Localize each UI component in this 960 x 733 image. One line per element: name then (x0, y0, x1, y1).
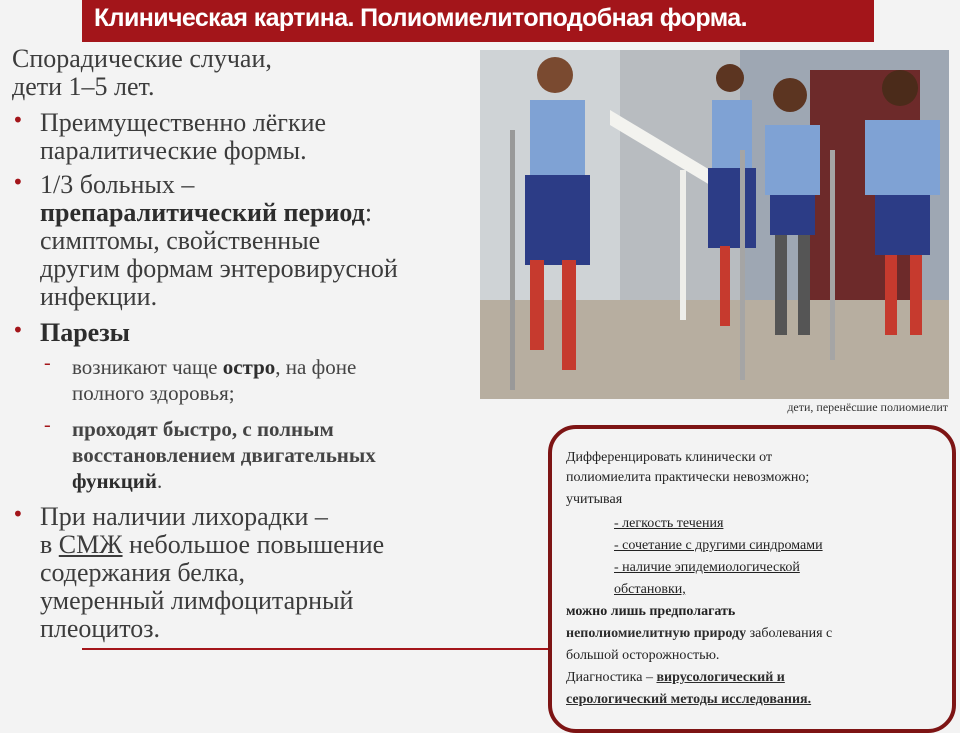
bullet3-label (40, 320, 130, 346)
differential-note-box (548, 425, 956, 733)
bullet4-line-2 (40, 532, 384, 558)
note-item-3b: обстановки, (614, 582, 686, 597)
bullet-marker: • (12, 108, 24, 132)
note-diagnostics (566, 669, 785, 687)
sub2-line-2: восстановлением двигательных (72, 443, 376, 467)
sub1-line-2: полного здоровья; (72, 381, 235, 405)
underlined-term: серологический методы исследования. (566, 692, 812, 707)
bullet4-line-5: плеоцитоз. (40, 614, 161, 643)
bold-term: препаралитический период (40, 198, 365, 227)
bullet-marker: • (12, 502, 24, 526)
sub2-line-1: проходят быстро, с полным (72, 417, 334, 441)
note-item-1: - легкость течения (614, 516, 724, 531)
bullet1-line-1: Преимущественно лёгкие (40, 108, 327, 137)
bold-term: функций (72, 469, 158, 493)
intro-line-1: Спорадические случаи, (12, 44, 272, 73)
sub2-line-3 (72, 468, 162, 494)
punct: . (157, 469, 163, 493)
photo-illustration (480, 50, 949, 399)
note-item-2: - сочетание с другими синдромами (614, 538, 823, 553)
bullet2-line-4: другим формам энтеровирусной (40, 254, 398, 283)
bold-term: Парезы (40, 318, 130, 347)
note-line-4: большой осторожностью. (566, 648, 720, 663)
bold-term: неполиомиелитную природу (566, 626, 747, 641)
children-photo (480, 50, 949, 399)
underlined-term: вирусологический и (656, 670, 785, 685)
note-line-1: Дифференцировать клинически от (566, 450, 773, 465)
bold-term: остро (222, 355, 276, 379)
bullet-marker: • (12, 170, 24, 194)
slide-title: Клиническая картина. Полиомиелитоподобная форма. (94, 4, 747, 32)
bullet4-line-4: умеренный лимфоцитарный (40, 586, 354, 615)
bullet2-line-2 (40, 200, 372, 226)
intro-line-2: дети 1–5 лет. (12, 72, 155, 101)
title-bar (82, 0, 874, 42)
bullet4-line-1: При наличии лихорадки – (40, 502, 328, 531)
dash-marker: - (44, 414, 51, 436)
note-bold-2 (566, 625, 832, 643)
text: , на фоне (275, 355, 357, 379)
note-item-3a: - наличие эпидемиологической (614, 560, 800, 575)
note-bold-1: можно лишь предполагать (566, 604, 736, 619)
text: небольшое повышение (122, 530, 385, 559)
dash-marker: - (44, 352, 51, 374)
photo-caption: дети, перенёсшие полиомиелит (787, 400, 948, 414)
bullet2-line-3: симптомы, свойственные (40, 226, 321, 255)
note-diagnostics-2 (566, 691, 811, 709)
bullet-marker: • (12, 318, 24, 342)
punct: : (364, 198, 373, 227)
underlined-term: СМЖ (58, 530, 123, 559)
text: в (40, 530, 59, 559)
bullet1-line-2: паралитические формы. (40, 136, 307, 165)
text: заболевания с (746, 626, 833, 641)
text: Диагностика – (566, 670, 657, 685)
note-line-2: полиомиелита практически невозможно; (566, 470, 810, 485)
note-line-3: учитывая (566, 492, 623, 507)
bullet4-line-3: содержания белка, (40, 558, 246, 587)
bullet2-line-5: инфекции. (40, 282, 158, 311)
sub1-line-1 (72, 354, 356, 380)
text: возникают чаще (72, 355, 223, 379)
bullet2-line-1: 1/3 больных – (40, 170, 195, 199)
